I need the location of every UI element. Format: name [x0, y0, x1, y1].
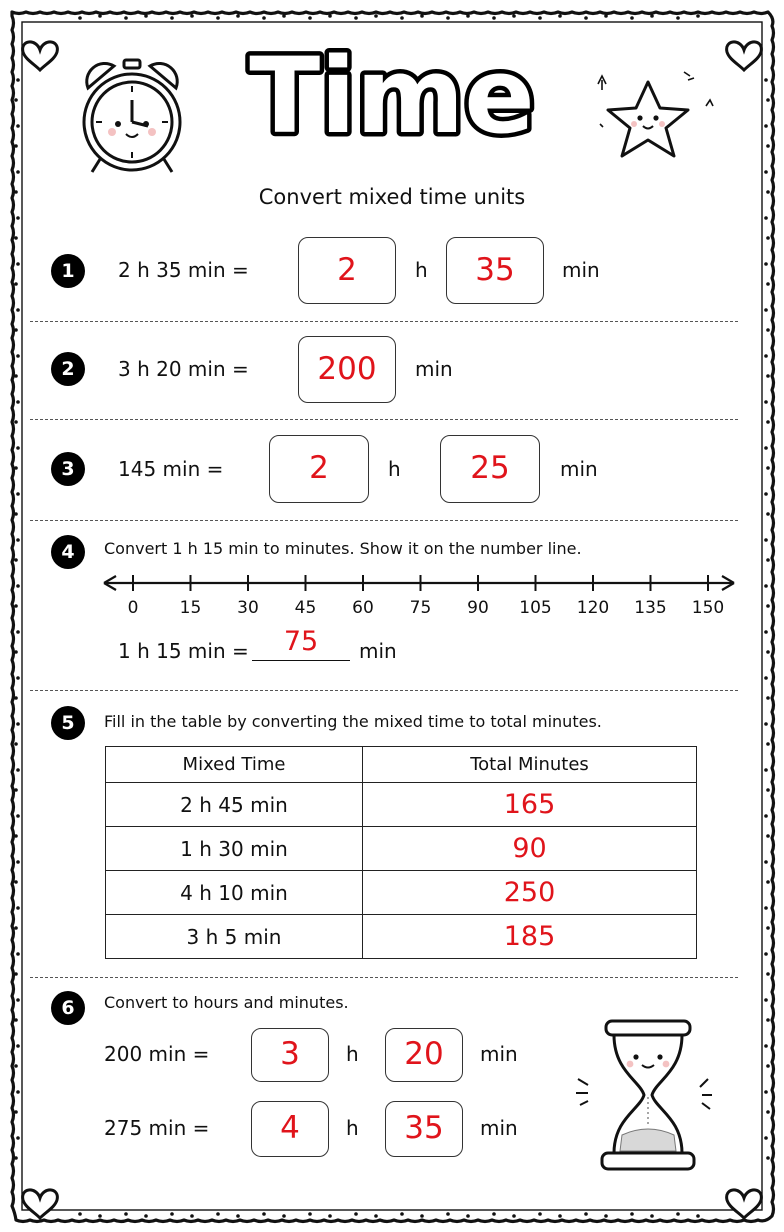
border-dot [14, 972, 18, 976]
question-number-2: 2 [51, 352, 85, 386]
question-6b-hours-unit: h [346, 1116, 359, 1140]
border-dot [400, 16, 404, 20]
border-dot [766, 374, 770, 378]
question-6-instruction: Convert to hours and minutes. [104, 993, 349, 1012]
border-dot [764, 78, 768, 82]
border-dot [764, 676, 768, 680]
question-1-minutes-unit: min [562, 258, 600, 282]
question-1-minutes-box[interactable]: 35 [446, 237, 544, 304]
border-dot [630, 16, 634, 20]
border-dot [14, 926, 18, 930]
border-dot [308, 1212, 312, 1216]
number-line-tick-label: 90 [467, 598, 489, 618]
border-dot [98, 14, 102, 18]
border-dot [766, 558, 770, 562]
border-dot [764, 1044, 768, 1048]
border-dot [766, 1110, 770, 1114]
question-6a-minutes-box[interactable]: 20 [385, 1028, 463, 1082]
hourglass-icon [570, 1015, 720, 1175]
table-cell-total[interactable]: 250 [363, 871, 697, 915]
question-1-hours-unit: h [415, 258, 428, 282]
question-number-5: 5 [51, 706, 85, 740]
question-6a-hours-box[interactable]: 3 [251, 1028, 329, 1082]
title-text: Time [249, 36, 535, 152]
question-6a-prompt: 200 min = [104, 1042, 210, 1066]
number-line-tick-label: 0 [127, 598, 139, 618]
question-4-instruction: Convert 1 h 15 min to minutes. Show it on the number line. [104, 539, 582, 558]
border-dot [14, 558, 18, 562]
border-dot [14, 420, 18, 424]
border-dot [14, 1110, 18, 1114]
border-dot [492, 16, 496, 20]
number-line-tick-label: 15 [179, 598, 202, 618]
border-dot [16, 630, 20, 634]
border-dot [764, 814, 768, 818]
question-1-prompt: 2 h 35 min = [118, 258, 249, 282]
number-line-tick-label: 60 [352, 598, 374, 618]
table-cell-mixed: 4 h 10 min [106, 871, 363, 915]
border-dot [282, 1214, 286, 1218]
border-dot [400, 1212, 404, 1216]
question-4-prompt: 1 h 15 min = [118, 639, 249, 663]
question-6b-minutes-box[interactable]: 35 [385, 1101, 463, 1157]
border-dot [764, 400, 768, 404]
page-title [228, 36, 556, 152]
border-dot [764, 952, 768, 956]
border-dot [236, 1214, 240, 1218]
table-row [106, 915, 697, 959]
border-dot [14, 604, 18, 608]
border-dot [16, 308, 20, 312]
border-dot [14, 144, 18, 148]
border-dot [766, 880, 770, 884]
border-dot [170, 16, 174, 20]
border-dot [16, 492, 20, 496]
border-dot [604, 1214, 608, 1218]
border-dot [16, 354, 20, 358]
border-dot [282, 14, 286, 18]
border-dot [766, 282, 770, 286]
number-line-tick-label: 30 [237, 598, 259, 618]
question-2-prompt: 3 h 20 min = [118, 357, 249, 381]
border-dot [98, 1214, 102, 1218]
border-dot [262, 16, 266, 20]
border-dot [16, 584, 20, 588]
border-dot [604, 14, 608, 18]
border-dot [16, 124, 20, 128]
border-dot [764, 860, 768, 864]
border-dot [764, 124, 768, 128]
number-line-tick-label: 75 [409, 598, 432, 618]
border-dot [16, 262, 20, 266]
table-row [106, 827, 697, 871]
border-dot [14, 696, 18, 700]
border-dot [764, 216, 768, 220]
border-dot [766, 972, 770, 976]
border-dot [124, 1212, 128, 1216]
question-5-instruction: Fill in the table by converting the mixed time to total minutes. [104, 712, 602, 731]
border-dot [14, 880, 18, 884]
border-dot [764, 1136, 768, 1140]
question-6a-hours-unit: h [346, 1042, 359, 1066]
border-dot [766, 1064, 770, 1068]
table-cell-mixed: 3 h 5 min [106, 915, 363, 959]
question-6b-hours-box[interactable]: 4 [251, 1101, 329, 1157]
border-dot [766, 604, 770, 608]
border-dot [16, 216, 20, 220]
question-2-minutes-unit: min [415, 357, 453, 381]
border-dot [14, 98, 18, 102]
border-dot [14, 374, 18, 378]
border-dot [764, 262, 768, 266]
border-dot [16, 952, 20, 956]
section-divider [30, 690, 738, 691]
border-dot [14, 788, 18, 792]
table-header-mixed: Mixed Time [106, 747, 363, 783]
border-dot [236, 14, 240, 18]
border-dot [558, 1214, 562, 1218]
border-dot [14, 1156, 18, 1160]
border-dot [16, 860, 20, 864]
border-dot [16, 906, 20, 910]
border-dot [190, 1214, 194, 1218]
border-dot [170, 1212, 174, 1216]
table-cell-mixed: 1 h 30 min [106, 827, 363, 871]
border-dot [144, 1214, 148, 1218]
section-divider [30, 977, 738, 978]
border-dot [558, 14, 562, 18]
number-line-tick-label: 120 [576, 598, 610, 618]
table-cell-total[interactable]: 185 [363, 915, 697, 959]
table-row [106, 871, 697, 915]
border-dot [764, 492, 768, 496]
border-dot [584, 1212, 588, 1216]
border-dot [512, 14, 516, 18]
border-dot [14, 466, 18, 470]
border-dot [78, 1212, 82, 1216]
question-4-answer-line [252, 660, 350, 661]
border-dot [584, 16, 588, 20]
border-dot [262, 1212, 266, 1216]
border-dot [16, 1044, 20, 1048]
border-dot [766, 1156, 770, 1160]
border-dot [538, 16, 542, 20]
question-2-answer-box[interactable]: 200 [298, 336, 396, 403]
heart-icon [727, 1190, 762, 1218]
table-cell-mixed: 2 h 45 min [106, 783, 363, 827]
border-dot [16, 78, 20, 82]
border-dot [764, 998, 768, 1002]
border-dot [766, 788, 770, 792]
border-dot [16, 998, 20, 1002]
border-dot [650, 14, 654, 18]
border-dot [16, 400, 20, 404]
border-dot [14, 328, 18, 332]
section-divider [30, 419, 738, 420]
border-dot [766, 328, 770, 332]
border-dot [538, 1212, 542, 1216]
question-4-minutes-unit: min [359, 639, 397, 663]
border-dot [764, 1090, 768, 1094]
table-header-row [106, 747, 697, 783]
heart-icon [23, 1190, 58, 1218]
border-dot [764, 768, 768, 772]
border-dot [78, 16, 82, 20]
border-dot [16, 814, 20, 818]
question-number-3: 3 [51, 452, 85, 486]
border-dot [764, 906, 768, 910]
heart-icon [727, 42, 762, 70]
border-dot [766, 696, 770, 700]
border-dot [650, 1214, 654, 1218]
border-dot [420, 14, 424, 18]
question-1-hours-box[interactable]: 2 [298, 237, 396, 304]
border-dot [676, 1212, 680, 1216]
border-dot [766, 1018, 770, 1022]
table-cell-total[interactable]: 165 [363, 783, 697, 827]
question-3-hours-unit: h [388, 457, 401, 481]
border-dot [420, 1214, 424, 1218]
border-dot [14, 742, 18, 746]
border-dot [766, 512, 770, 516]
border-dot [354, 1212, 358, 1216]
border-dot [14, 512, 18, 516]
table-row [106, 783, 697, 827]
border-dot [14, 236, 18, 240]
border-dot [216, 1212, 220, 1216]
border-dot [766, 236, 770, 240]
border-dot [374, 14, 378, 18]
border-dot [766, 144, 770, 148]
border-dot [328, 1214, 332, 1218]
border-dot [766, 926, 770, 930]
alarm-clock-icon [74, 56, 190, 180]
question-6b-minutes-unit: min [480, 1116, 518, 1140]
border-dot [764, 170, 768, 174]
heart-icon [23, 42, 58, 70]
border-dot [764, 722, 768, 726]
border-dot [374, 1214, 378, 1218]
border-dot [124, 16, 128, 20]
border-dot [492, 1212, 496, 1216]
number-line-tick-label: 105 [519, 598, 552, 618]
border-dot [766, 420, 770, 424]
border-dot [328, 14, 332, 18]
border-dot [14, 834, 18, 838]
border-dot [630, 1212, 634, 1216]
border-dot [766, 834, 770, 838]
question-3-minutes-box[interactable]: 25 [440, 435, 540, 503]
number-line [100, 570, 740, 622]
border-dot [446, 1212, 450, 1216]
border-dot [766, 742, 770, 746]
section-divider [30, 520, 738, 521]
border-dot [14, 1064, 18, 1068]
border-dot [16, 676, 20, 680]
border-dot [16, 446, 20, 450]
question-6b-prompt: 275 min = [104, 1116, 210, 1140]
border-dot [190, 14, 194, 18]
border-dot [764, 354, 768, 358]
border-dot [14, 1018, 18, 1022]
subtitle: Convert mixed time units [258, 185, 526, 209]
border-dot [14, 282, 18, 286]
border-dot [16, 170, 20, 174]
table-header-total: Total Minutes [363, 747, 697, 783]
border-dot [766, 650, 770, 654]
question-number-4: 4 [51, 535, 85, 569]
border-dot [466, 1214, 470, 1218]
question-3-prompt: 145 min = [118, 457, 224, 481]
border-dot [446, 16, 450, 20]
border-dot [512, 1214, 516, 1218]
border-dot [764, 308, 768, 312]
border-dot [144, 14, 148, 18]
border-dot [16, 1136, 20, 1140]
question-number-1: 1 [51, 254, 85, 288]
border-dot [216, 16, 220, 20]
border-dot [766, 466, 770, 470]
border-dot [764, 446, 768, 450]
border-dot [14, 650, 18, 654]
border-dot [466, 14, 470, 18]
question-3-minutes-unit: min [560, 457, 598, 481]
border-dot [696, 1214, 700, 1218]
section-divider [30, 321, 738, 322]
question-3-hours-box[interactable]: 2 [269, 435, 369, 503]
border-dot [764, 584, 768, 588]
smiling-star-icon [588, 62, 718, 174]
border-dot [354, 16, 358, 20]
question-4-answer[interactable]: 75 [283, 626, 319, 657]
border-dot [308, 16, 312, 20]
number-line-tick-label: 150 [691, 598, 725, 618]
border-dot [16, 722, 20, 726]
border-dot [696, 14, 700, 18]
border-dot [676, 16, 680, 20]
border-dot [764, 630, 768, 634]
number-line-tick-label: 45 [294, 598, 317, 618]
border-dot [766, 98, 770, 102]
border-dot [16, 768, 20, 772]
border-dot [764, 538, 768, 542]
border-dot [16, 538, 20, 542]
table-cell-total[interactable]: 90 [363, 827, 697, 871]
border-dot [16, 1090, 20, 1094]
question-number-6: 6 [51, 991, 85, 1025]
conversion-table [105, 746, 697, 959]
question-6a-minutes-unit: min [480, 1042, 518, 1066]
number-line-tick-label: 135 [634, 598, 667, 618]
